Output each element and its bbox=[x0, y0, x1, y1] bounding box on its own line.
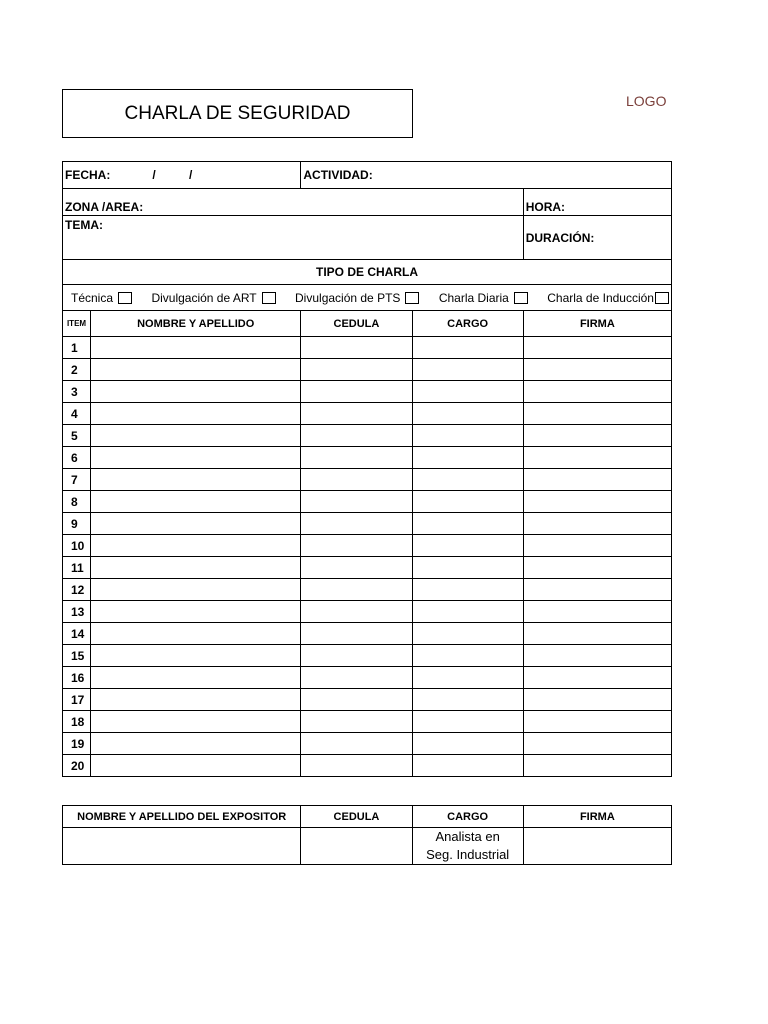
expositor-nombre-cell[interactable] bbox=[63, 828, 301, 865]
row-cell-cedula[interactable] bbox=[301, 733, 412, 755]
row-cell-cargo[interactable] bbox=[412, 403, 523, 425]
table-row bbox=[63, 513, 672, 535]
table-row bbox=[63, 579, 672, 601]
table-row bbox=[63, 447, 672, 469]
row-cell-nombre[interactable] bbox=[91, 645, 301, 667]
row-cell-nombre[interactable] bbox=[91, 623, 301, 645]
row-cell-nombre[interactable] bbox=[91, 425, 301, 447]
row-cell-cedula[interactable] bbox=[301, 579, 412, 601]
tipo-option-label: Técnica bbox=[71, 290, 114, 305]
table-row bbox=[63, 557, 672, 579]
row-cell-cargo[interactable] bbox=[412, 601, 523, 623]
row-cell-nombre[interactable] bbox=[91, 381, 301, 403]
column-header-nombre: NOMBRE Y APELLIDO bbox=[91, 311, 301, 337]
fecha-label: FECHA: bbox=[65, 168, 111, 182]
table-row bbox=[63, 733, 672, 755]
tipo-option-label: Divulgación de ART bbox=[151, 290, 257, 305]
row-cell-firma[interactable] bbox=[523, 359, 671, 381]
table-row bbox=[63, 535, 672, 557]
row-cell-cedula[interactable] bbox=[301, 425, 412, 447]
row-cell-nombre[interactable] bbox=[91, 755, 301, 777]
row-cell-nombre[interactable] bbox=[91, 689, 301, 711]
duracion-label: DURACIÓN: bbox=[525, 230, 595, 245]
expositor-header-nombre: NOMBRE Y APELLIDO DEL EXPOSITOR bbox=[63, 806, 301, 828]
actividad-field[interactable] bbox=[301, 162, 672, 189]
row-cell-cedula[interactable] bbox=[301, 469, 412, 491]
expositor-header-cargo: CARGO bbox=[412, 806, 523, 828]
row-cell-item: 8 bbox=[63, 491, 91, 513]
row-cell-cargo[interactable] bbox=[412, 381, 523, 403]
row-cell-item: 11 bbox=[63, 557, 91, 579]
checkbox[interactable] bbox=[655, 292, 669, 304]
row-cell-item: 12 bbox=[63, 579, 91, 601]
row-cell-nombre[interactable] bbox=[91, 601, 301, 623]
row-cell-nombre[interactable] bbox=[91, 667, 301, 689]
row-cell-cedula[interactable] bbox=[301, 623, 412, 645]
expositor-cedula-cell[interactable] bbox=[301, 828, 412, 865]
row-cell-nombre[interactable] bbox=[91, 359, 301, 381]
column-header-firma: FIRMA bbox=[523, 311, 671, 337]
row-cell-cedula[interactable] bbox=[301, 535, 412, 557]
tipo-option-label: Charla de Inducción bbox=[547, 290, 654, 305]
row-cell-cedula[interactable] bbox=[301, 645, 412, 667]
table-row bbox=[63, 755, 672, 777]
row-cell-firma[interactable] bbox=[523, 535, 671, 557]
table-row bbox=[63, 359, 672, 381]
row-cell-firma[interactable] bbox=[523, 755, 671, 777]
row-cell-cedula[interactable] bbox=[301, 491, 412, 513]
expositor-table bbox=[62, 805, 672, 865]
row-cell-item: 6 bbox=[63, 447, 91, 469]
tipo-option-label: Charla Diaria bbox=[438, 290, 509, 305]
row-cell-cedula[interactable] bbox=[301, 513, 412, 535]
form-title-text: CHARLA DE SEGURIDAD bbox=[124, 102, 351, 124]
row-cell-firma[interactable] bbox=[523, 381, 671, 403]
row-cell-firma[interactable] bbox=[523, 733, 671, 755]
row-cell-item: 4 bbox=[63, 403, 91, 425]
tipo-option-label: Divulgación de PTS bbox=[295, 290, 401, 305]
row-cell-cedula[interactable] bbox=[301, 689, 412, 711]
row-cell-item: 5 bbox=[63, 425, 91, 447]
tipo-option-art[interactable] bbox=[151, 291, 275, 305]
tipo-charla-title: TIPO DE CHARLA bbox=[63, 260, 672, 285]
fecha-slashes: / / bbox=[152, 168, 193, 182]
row-cell-firma[interactable] bbox=[523, 491, 671, 513]
row-cell-cedula[interactable] bbox=[301, 711, 412, 733]
table-row bbox=[63, 711, 672, 733]
zona-field[interactable] bbox=[63, 189, 524, 216]
row-cell-nombre[interactable] bbox=[91, 557, 301, 579]
row-cell-firma[interactable] bbox=[523, 557, 671, 579]
row-cell-nombre[interactable] bbox=[91, 469, 301, 491]
row-cell-nombre[interactable] bbox=[91, 337, 301, 359]
row-cell-cargo[interactable] bbox=[412, 359, 523, 381]
table-row bbox=[63, 623, 672, 645]
row-cell-nombre[interactable] bbox=[91, 513, 301, 535]
row-cell-cargo[interactable] bbox=[412, 491, 523, 513]
row-cell-cedula[interactable] bbox=[301, 403, 412, 425]
row-cell-cedula[interactable] bbox=[301, 447, 412, 469]
table-row bbox=[63, 381, 672, 403]
row-cell-cargo[interactable] bbox=[412, 579, 523, 601]
row-cell-firma[interactable] bbox=[523, 337, 671, 359]
row-cell-cargo[interactable] bbox=[412, 645, 523, 667]
row-cell-item: 7 bbox=[63, 469, 91, 491]
row-cell-firma[interactable] bbox=[523, 579, 671, 601]
row-cell-cedula[interactable] bbox=[301, 557, 412, 579]
row-cell-cargo[interactable] bbox=[412, 711, 523, 733]
row-cell-item: 13 bbox=[63, 601, 91, 623]
row-cell-item: 17 bbox=[63, 689, 91, 711]
row-cell-nombre[interactable] bbox=[91, 535, 301, 557]
checkbox[interactable] bbox=[405, 292, 419, 304]
table-row bbox=[63, 337, 672, 359]
row-cell-cargo[interactable] bbox=[412, 755, 523, 777]
expositor-cargo-line2: Seg. Industrial bbox=[426, 847, 510, 862]
row-cell-cargo[interactable] bbox=[412, 337, 523, 359]
tipo-charla-options bbox=[63, 285, 672, 311]
row-cell-firma[interactable] bbox=[523, 403, 671, 425]
row-cell-cargo[interactable] bbox=[412, 689, 523, 711]
table-row bbox=[63, 601, 672, 623]
row-cell-firma[interactable] bbox=[523, 469, 671, 491]
zona-label: ZONA /AREA: bbox=[65, 200, 144, 214]
row-cell-firma[interactable] bbox=[523, 667, 671, 689]
row-cell-cargo[interactable] bbox=[412, 513, 523, 535]
checkbox[interactable] bbox=[118, 292, 132, 304]
row-cell-cargo[interactable] bbox=[412, 425, 523, 447]
row-cell-cedula[interactable] bbox=[301, 381, 412, 403]
row-cell-nombre[interactable] bbox=[91, 403, 301, 425]
attendance-rows bbox=[63, 337, 672, 777]
column-header-cargo: CARGO bbox=[412, 311, 523, 337]
row-cell-firma[interactable] bbox=[523, 689, 671, 711]
table-row bbox=[63, 403, 672, 425]
table-row bbox=[63, 645, 672, 667]
table-row bbox=[63, 491, 672, 513]
row-cell-cedula[interactable] bbox=[301, 755, 412, 777]
expositor-firma-cell[interactable] bbox=[523, 828, 671, 865]
row-cell-firma[interactable] bbox=[523, 711, 671, 733]
row-cell-firma[interactable] bbox=[523, 447, 671, 469]
tema-field[interactable] bbox=[63, 216, 524, 260]
row-cell-cedula[interactable] bbox=[301, 667, 412, 689]
row-cell-cargo[interactable] bbox=[412, 447, 523, 469]
actividad-label: ACTIVIDAD: bbox=[303, 168, 373, 182]
form-title bbox=[62, 89, 413, 138]
checkbox[interactable] bbox=[262, 292, 276, 304]
tipo-option-diaria[interactable] bbox=[439, 291, 528, 305]
row-cell-cedula[interactable] bbox=[301, 337, 412, 359]
row-cell-nombre[interactable] bbox=[91, 711, 301, 733]
logo-placeholder: LOGO bbox=[626, 93, 667, 109]
row-cell-item: 10 bbox=[63, 535, 91, 557]
row-cell-firma[interactable] bbox=[523, 425, 671, 447]
row-cell-cedula[interactable] bbox=[301, 359, 412, 381]
row-cell-item: 2 bbox=[63, 359, 91, 381]
row-cell-item: 14 bbox=[63, 623, 91, 645]
row-cell-item: 15 bbox=[63, 645, 91, 667]
duracion-field[interactable] bbox=[523, 216, 671, 260]
row-cell-item: 1 bbox=[63, 337, 91, 359]
table-row bbox=[63, 667, 672, 689]
row-cell-item: 18 bbox=[63, 711, 91, 733]
tipo-option-tecnica[interactable] bbox=[71, 291, 132, 305]
row-cell-cargo[interactable] bbox=[412, 469, 523, 491]
row-cell-item: 16 bbox=[63, 667, 91, 689]
row-cell-firma[interactable] bbox=[523, 601, 671, 623]
fecha-field[interactable] bbox=[63, 162, 301, 189]
row-cell-cargo[interactable] bbox=[412, 557, 523, 579]
row-cell-item: 3 bbox=[63, 381, 91, 403]
tipo-option-pts[interactable] bbox=[295, 291, 419, 305]
row-cell-item: 20 bbox=[63, 755, 91, 777]
tema-label: TEMA: bbox=[65, 218, 103, 232]
column-header-cedula: CEDULA bbox=[301, 311, 412, 337]
row-cell-cedula[interactable] bbox=[301, 601, 412, 623]
hora-field[interactable] bbox=[523, 189, 671, 216]
row-cell-nombre[interactable] bbox=[91, 447, 301, 469]
row-cell-firma[interactable] bbox=[523, 645, 671, 667]
expositor-cargo-cell[interactable] bbox=[412, 828, 523, 865]
checkbox[interactable] bbox=[514, 292, 528, 304]
attendance-table bbox=[62, 161, 672, 777]
expositor-header-cedula: CEDULA bbox=[301, 806, 412, 828]
row-cell-cargo[interactable] bbox=[412, 667, 523, 689]
row-cell-nombre[interactable] bbox=[91, 491, 301, 513]
row-cell-nombre[interactable] bbox=[91, 733, 301, 755]
table-row bbox=[63, 425, 672, 447]
expositor-header-firma: FIRMA bbox=[523, 806, 671, 828]
row-cell-cargo[interactable] bbox=[412, 623, 523, 645]
row-cell-item: 19 bbox=[63, 733, 91, 755]
row-cell-firma[interactable] bbox=[523, 623, 671, 645]
row-cell-firma[interactable] bbox=[523, 513, 671, 535]
hora-label: HORA: bbox=[525, 200, 566, 214]
expositor-cargo-line1: Analista en bbox=[435, 829, 500, 844]
table-row bbox=[63, 689, 672, 711]
row-cell-cargo[interactable] bbox=[412, 535, 523, 557]
row-cell-item: 9 bbox=[63, 513, 91, 535]
column-header-item: ITEM bbox=[63, 311, 91, 337]
table-row bbox=[63, 469, 672, 491]
row-cell-cargo[interactable] bbox=[412, 733, 523, 755]
row-cell-nombre[interactable] bbox=[91, 579, 301, 601]
tipo-option-induccion[interactable] bbox=[547, 291, 669, 305]
